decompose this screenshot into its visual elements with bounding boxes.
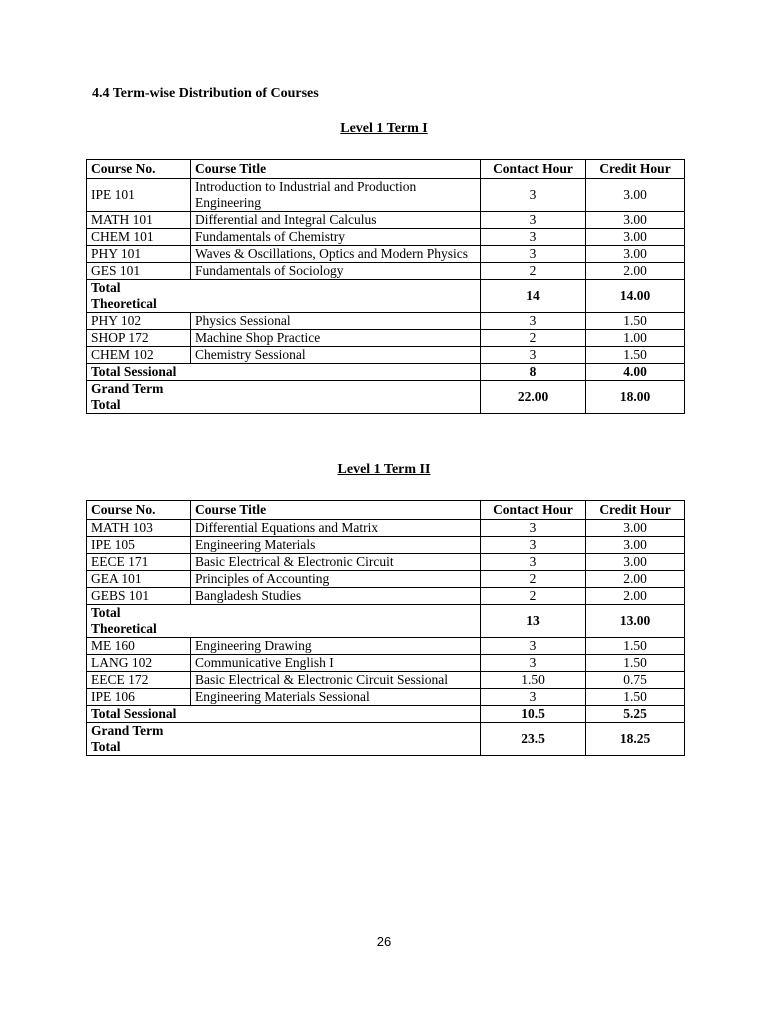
course-title: Waves & Oscillations, Optics and Modern Physics [191,246,481,263]
contact-hour: 3 [481,655,586,672]
course-no: EECE 171 [87,554,191,571]
grand-total-row [87,723,685,756]
course-no: CHEM 102 [87,347,191,364]
table-row [87,689,685,706]
credit-hour: 2.00 [586,588,685,605]
table-row [87,179,685,212]
course-no: GEA 101 [87,571,191,588]
total-credit-hour: 4.00 [586,364,685,381]
contact-hour: 3 [481,229,586,246]
course-table [86,159,685,414]
course-no: MATH 101 [87,212,191,229]
total-contact-hour: 8 [481,364,586,381]
total-credit-hour: 13.00 [586,605,685,638]
contact-hour: 1.50 [481,672,586,689]
course-title: Fundamentals of Sociology [191,263,481,280]
table-row [87,347,685,364]
credit-hour: 3.00 [586,537,685,554]
table-row [87,330,685,347]
header-course-title: Course Title [191,160,481,179]
course-no: EECE 172 [87,672,191,689]
page-number: 26 [376,934,392,949]
table-header-row [87,160,685,179]
table-row [87,655,685,672]
credit-hour: 1.50 [586,689,685,706]
credit-hour: 1.50 [586,347,685,364]
section-title: 4.4 Term-wise Distribution of Courses [92,86,319,101]
table-row [87,212,685,229]
credit-hour: 1.50 [586,655,685,672]
credit-hour: 2.00 [586,263,685,280]
course-title: Engineering Materials [191,537,481,554]
course-no: GES 101 [87,263,191,280]
table-row [87,672,685,689]
total-label: Total Sessional [87,364,191,381]
total-contact-hour: 10.5 [481,706,586,723]
course-title: Chemistry Sessional [191,347,481,364]
contact-hour: 2 [481,330,586,347]
total-label: Total Theoretical [87,605,191,638]
course-no: GEBS 101 [87,588,191,605]
contact-hour: 3 [481,520,586,537]
credit-hour: 3.00 [586,520,685,537]
total-contact-hour: 13 [481,605,586,638]
course-title: Differential and Integral Calculus [191,212,481,229]
credit-hour: 2.00 [586,571,685,588]
course-title: Physics Sessional [191,313,481,330]
table-header-row [87,501,685,520]
contact-hour: 3 [481,212,586,229]
contact-hour: 3 [481,246,586,263]
table-row [87,571,685,588]
table-row [87,313,685,330]
table-row [87,520,685,537]
total-theoretical-row [87,605,685,638]
contact-hour: 3 [481,537,586,554]
total-label: Grand Term Total [87,381,191,414]
header-course-no: Course No. [87,501,191,520]
total-contact-hour: 22.00 [481,381,586,414]
header-course-title: Course Title [191,501,481,520]
total-theoretical-row [87,280,685,313]
course-title: Engineering Drawing [191,638,481,655]
course-no: SHOP 172 [87,330,191,347]
total-label: Total Theoretical [87,280,191,313]
table-row [87,229,685,246]
header-contact-hour: Contact Hour [481,501,586,520]
total-credit-hour: 18.00 [586,381,685,414]
contact-hour: 3 [481,179,586,212]
total-sessional-row [87,706,685,723]
contact-hour: 2 [481,263,586,280]
course-no: CHEM 101 [87,229,191,246]
credit-hour: 3.00 [586,554,685,571]
course-title: Basic Electrical & Electronic Circuit Sessional [191,672,481,689]
course-title: Engineering Materials Sessional [191,689,481,706]
table-row [87,263,685,280]
course-title: Principles of Accounting [191,571,481,588]
contact-hour: 3 [481,313,586,330]
total-credit-hour: 18.25 [586,723,685,756]
course-table [86,500,685,756]
credit-hour: 3.00 [586,212,685,229]
credit-hour: 0.75 [586,672,685,689]
course-title: Differential Equations and Matrix [191,520,481,537]
credit-hour: 1.50 [586,313,685,330]
course-title: Introduction to Industrial and Production Engineering [191,179,481,212]
course-no: ME 160 [87,638,191,655]
contact-hour: 2 [481,571,586,588]
contact-hour: 3 [481,347,586,364]
course-no: LANG 102 [87,655,191,672]
table-row [87,588,685,605]
grand-total-row [87,381,685,414]
table-row [87,537,685,554]
term-title: Level 1 Term II [337,462,431,477]
course-no: IPE 101 [87,179,191,212]
course-no: IPE 105 [87,537,191,554]
credit-hour: 3.00 [586,179,685,212]
contact-hour: 3 [481,554,586,571]
course-no: IPE 106 [87,689,191,706]
header-credit-hour: Credit Hour [586,501,685,520]
term-title: Level 1 Term I [340,121,428,136]
course-no: PHY 102 [87,313,191,330]
credit-hour: 1.50 [586,638,685,655]
credit-hour: 3.00 [586,229,685,246]
table-row [87,554,685,571]
contact-hour: 3 [481,638,586,655]
course-title: Basic Electrical & Electronic Circuit [191,554,481,571]
course-no: MATH 103 [87,520,191,537]
total-label: Total Sessional [87,706,191,723]
credit-hour: 3.00 [586,246,685,263]
total-sessional-row [87,364,685,381]
total-label: Grand Term Total [87,723,191,756]
course-title: Fundamentals of Chemistry [191,229,481,246]
header-contact-hour: Contact Hour [481,160,586,179]
contact-hour: 3 [481,689,586,706]
contact-hour: 2 [481,588,586,605]
table-row [87,246,685,263]
header-credit-hour: Credit Hour [586,160,685,179]
course-title: Bangladesh Studies [191,588,481,605]
course-no: PHY 101 [87,246,191,263]
total-credit-hour: 14.00 [586,280,685,313]
course-title: Machine Shop Practice [191,330,481,347]
total-contact-hour: 23.5 [481,723,586,756]
header-course-no: Course No. [87,160,191,179]
total-contact-hour: 14 [481,280,586,313]
credit-hour: 1.00 [586,330,685,347]
course-title: Communicative English I [191,655,481,672]
table-row [87,638,685,655]
total-credit-hour: 5.25 [586,706,685,723]
